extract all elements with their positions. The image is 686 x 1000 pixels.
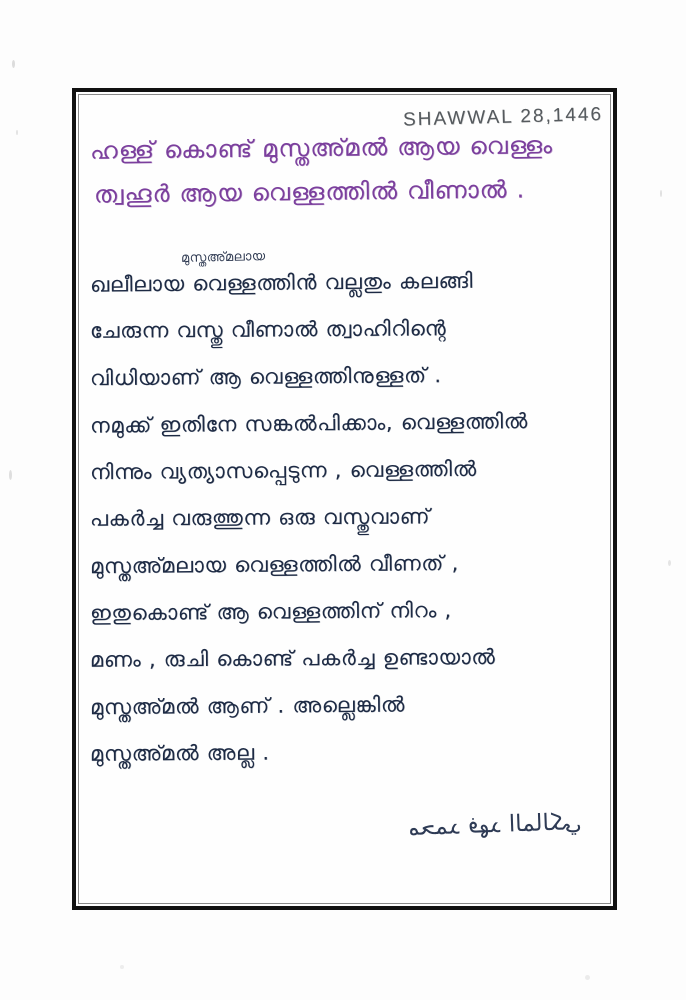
scan-artifact	[660, 190, 662, 197]
superscript-annotation: മുസ്തഅ്മലായ	[180, 249, 266, 266]
heading-line-1: ഹള്ള് കൊണ്ട് മുസ്തഅ്മൽ ആയ വെള്ളം	[89, 131, 554, 165]
body-line: പകർച്ച വരുത്തുന്ന ഒരു വസ്തുവാണ്	[89, 504, 431, 531]
body-line: ചേരുന്ന വസ്തു വീണാൽ ത്വാഹിറിന്റെ	[89, 316, 447, 343]
scan-artifact	[585, 975, 590, 980]
body-line: ഖലീലായ വെള്ളത്തിൻ വല്ലതും കലങ്ങി	[89, 268, 474, 297]
body-line: മുസ്തഅ്മൽ അല്ല .	[89, 740, 270, 766]
signature: محمد فهد المالكي	[407, 808, 582, 842]
body-line: നിന്നും വ്യത്യാസപ്പെടുന്ന , വെള്ളത്തിൽ	[89, 456, 478, 485]
body-line: മണം , രുചി കൊണ്ട് പകർച്ച ഉണ്ടായാൽ	[89, 644, 496, 672]
scan-artifact	[12, 60, 15, 68]
date-line: SHAWWAL 28,1446	[402, 104, 604, 131]
body-line: മുസ്തഅ്മലായ വെള്ളത്തിൽ വീണത് ,	[89, 551, 460, 579]
body-line: വിധിയാണ് ആ വെള്ളത്തിനുള്ളത് .	[89, 363, 442, 391]
scan-artifact	[120, 965, 124, 969]
body-line: ഇതുകൊണ്ട് ആ വെള്ളത്തിന് നിറം ,	[89, 598, 453, 626]
heading-line-2: ത്വഹൂർ ആയ വെള്ളത്തിൽ വീണാൽ .	[93, 175, 526, 209]
scan-artifact	[9, 470, 12, 480]
body-line: നമുക്ക് ഇതിനേ സങ്കൽപിക്കാം, വെള്ളത്തിൽ	[89, 409, 529, 438]
hand-drawn-border	[72, 88, 617, 910]
scan-artifact	[16, 130, 18, 135]
scan-artifact	[668, 560, 671, 566]
body-line: മുസ്തഅ്മൽ ആണ് . അല്ലെങ്കിൽ	[89, 692, 406, 720]
